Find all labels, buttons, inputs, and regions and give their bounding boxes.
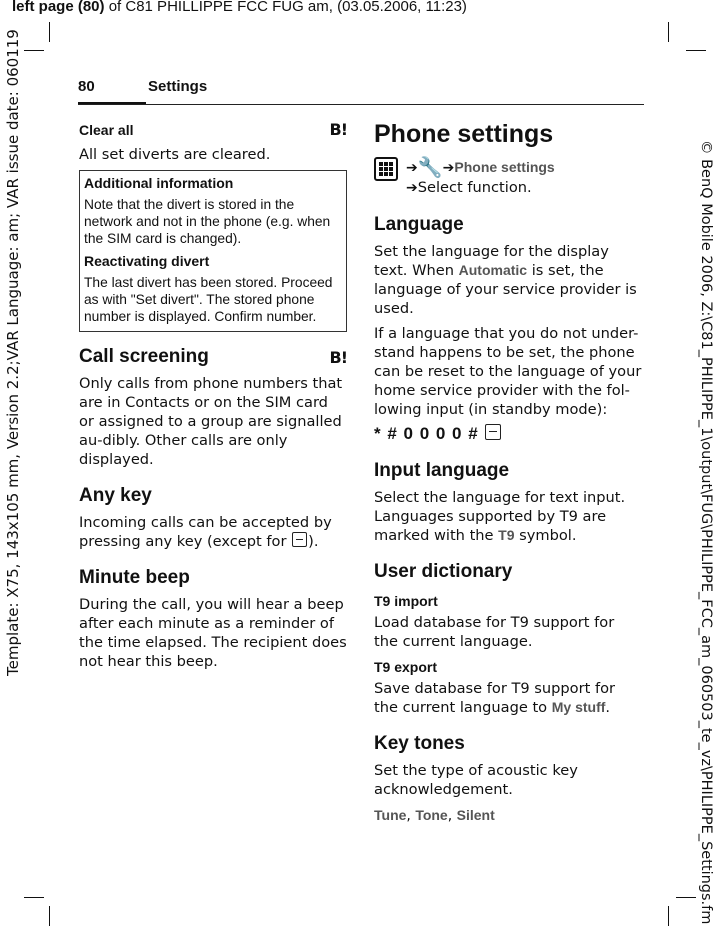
t9-export-text-after: .	[605, 699, 611, 716]
info-text-reactivating: The last divert has been stored. Proceed as with "Set divert". The stored phone number is displayed. Confirm number.	[84, 275, 333, 324]
page-section-title: Settings	[148, 78, 208, 95]
info-heading-additional: Additional information	[84, 175, 234, 191]
option-tune: Tune	[374, 807, 407, 823]
side-copyright-text: © BenQ Mobile 2006, Z:\C81_PHILIPPE_1\output\FUG\PHILIPPE_FCC_am_060503_te_vz\PHILIPPE_Settings.fm	[698, 140, 714, 925]
menu-path-select-line	[406, 178, 555, 198]
key-tones-options	[374, 805, 642, 824]
call-screening-heading: Call screening	[79, 346, 209, 367]
print-header-rest: of C81 PHILLIPPE FCC FUG am, (03.05.2006, 11:23)	[104, 0, 467, 15]
call-screening-text: Only calls from phone numbers that are in Contacts or on the SIM card or assigned to a group are signalled au-dibly. Other calls are only displayed.	[79, 375, 343, 468]
menu-navigation	[374, 157, 642, 198]
any-key-text-after: ).	[308, 533, 319, 550]
network-dependent-icon: B!	[329, 120, 347, 139]
any-key-text	[79, 513, 347, 551]
clear-all-heading-row	[79, 120, 347, 139]
options-separator: ,	[406, 808, 416, 824]
minute-beep-text: During the call, you will hear a beep after each minute as a reminder of the time elapsed. The recipient does not hear this beep.	[79, 596, 347, 670]
input-language-text-after: symbol.	[514, 527, 577, 544]
info-heading-reactivating: Reactivating divert	[84, 253, 210, 269]
crop-mark-tr-v	[668, 22, 669, 42]
input-language-text	[374, 488, 642, 545]
minute-beep-heading: Minute beep	[79, 567, 190, 588]
language-text-1-after: is set, the language of your service provider is used.	[374, 262, 637, 317]
any-key-heading: Any key	[79, 485, 152, 506]
crop-mark-tr-h	[686, 50, 706, 51]
options-separator: ,	[447, 808, 457, 824]
select-function-text: Select function.	[417, 179, 532, 196]
t9-export-text-before: Save database for T9 support for the current language to	[374, 680, 616, 716]
t9-import-text: Load database for T9 support for the current language.	[374, 614, 615, 650]
arrow-icon: ➔	[406, 160, 418, 176]
crop-mark-br-h	[676, 897, 696, 898]
side-template-info	[2, 16, 24, 676]
option-tone: Tone	[415, 807, 448, 823]
crop-mark-tl-h	[24, 50, 44, 51]
phone-settings-title: Phone settings	[374, 120, 554, 148]
network-dependent-icon: B!	[329, 347, 347, 367]
key-sequence: * # 0 0 0 0 #	[374, 424, 479, 443]
page-number: 80	[78, 78, 95, 95]
t9-export-text	[374, 679, 642, 717]
menu-path-line	[406, 157, 555, 178]
user-dictionary-heading: User dictionary	[374, 561, 513, 582]
input-language-heading: Input language	[374, 460, 510, 481]
my-stuff-label: My stuff	[551, 699, 606, 715]
key-tones-heading: Key tones	[374, 733, 465, 754]
end-key-icon	[485, 424, 501, 440]
menu-key-icon	[374, 157, 398, 181]
side-template-text: Template: X75, 143x105 mm, Version 2.2;VAR Language: am; VAR issue date: 060119	[4, 29, 22, 676]
wrench-icon: 🔧	[417, 155, 443, 179]
language-text-2: If a language that you do not under-stand happens to be set, the phone can be reset to the language of your home service provider with the fol-lowing input (in standby mode):	[374, 325, 642, 418]
info-text-additional: Note that the divert is stored in the network and not in the phone (e.g. when the SIM card is changed).	[84, 197, 331, 246]
any-key-text-before: Incoming calls can be accepted by pressing any key (except for	[79, 514, 332, 550]
language-heading: Language	[374, 214, 464, 235]
left-column	[79, 120, 347, 671]
menu-path	[406, 157, 555, 198]
clear-all-text: All set diverts are cleared.	[79, 146, 271, 163]
clear-all-heading: Clear all	[79, 121, 134, 138]
menu-item-phone-settings: Phone settings	[454, 159, 555, 175]
call-screening-heading-row	[79, 346, 347, 368]
header-rule	[78, 104, 644, 105]
input-language-text-before: Select the language for text input. Languages supported by T9 are marked with the	[374, 489, 626, 544]
side-copyright-info	[695, 140, 717, 925]
arrow-icon: ➔	[442, 160, 455, 176]
crop-mark-bl-v	[49, 906, 50, 926]
key-tones-text: Set the type of acoustic key acknowledgement.	[374, 762, 578, 798]
reset-key-sequence	[374, 424, 642, 444]
automatic-option: Automatic	[458, 262, 528, 278]
t9-label: T9	[498, 527, 515, 543]
print-header-lead: left page (80)	[12, 0, 105, 15]
crop-mark-bl-h	[24, 897, 44, 898]
t9-export-heading: T9 export	[374, 659, 438, 675]
t9-import-heading: T9 import	[374, 593, 438, 609]
language-text-1	[374, 242, 642, 318]
end-key-icon	[292, 532, 307, 547]
crop-mark-br-v	[668, 906, 669, 926]
right-column	[374, 120, 642, 824]
option-silent: Silent	[456, 807, 495, 823]
crop-mark-tl-v	[49, 22, 50, 42]
arrow-icon: ➔	[406, 180, 418, 196]
additional-info-box	[79, 170, 347, 332]
language-text-1-before: Set the language for the display text. When	[374, 243, 609, 279]
print-header	[12, 0, 467, 15]
